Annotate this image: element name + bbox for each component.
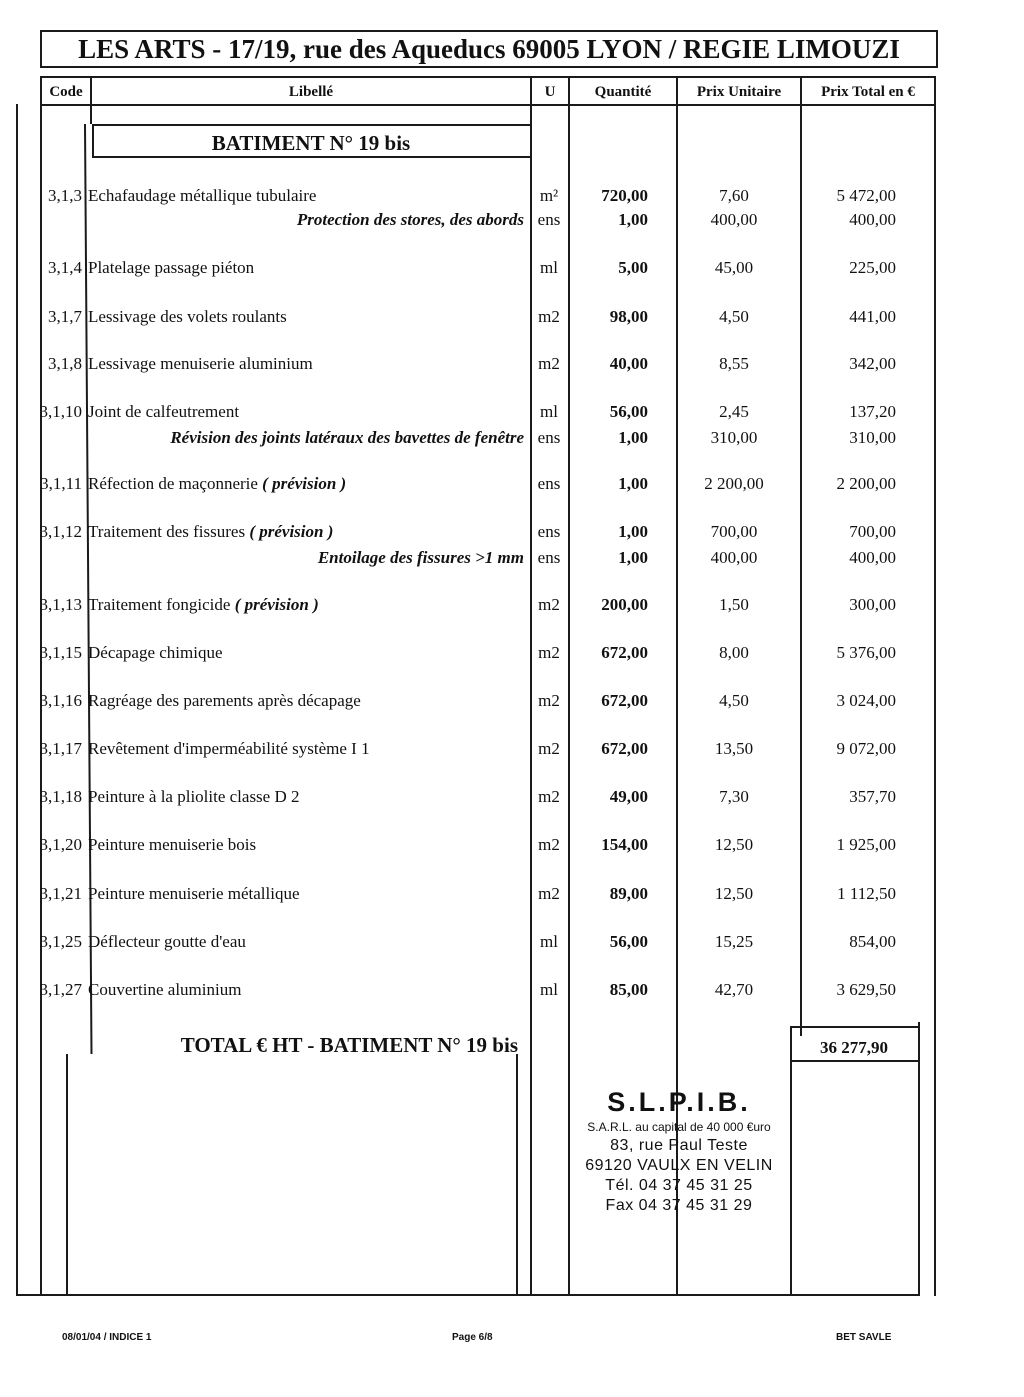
row-label-text: Couvertine aluminium bbox=[88, 980, 242, 999]
row-label-text: Déflecteur goutte d'eau bbox=[88, 932, 246, 951]
row-unit: m2 bbox=[538, 787, 560, 806]
footer-page: Page 6/8 bbox=[452, 1332, 493, 1343]
column-header-unit: U bbox=[544, 84, 556, 100]
row-label-text: Peinture menuiserie métallique bbox=[88, 884, 300, 903]
row-sub-label bbox=[88, 210, 524, 230]
row-quantity: 720,00 bbox=[601, 186, 648, 205]
row-label bbox=[88, 307, 524, 327]
table-bottom-border bbox=[16, 1294, 920, 1296]
company-stamp bbox=[566, 1086, 792, 1216]
row-total-price: 700,00 bbox=[849, 522, 896, 541]
col-sep-code-lower bbox=[66, 1054, 68, 1294]
total-value: 36 277,90 bbox=[820, 1038, 888, 1057]
row-total-price: 3 629,50 bbox=[836, 980, 896, 999]
column-header-total-price: Prix Total en € bbox=[821, 84, 915, 100]
row-unit-price: 7,30 bbox=[719, 787, 749, 806]
row-total-price: 854,00 bbox=[849, 932, 896, 951]
stamp-city: 69120 VAULX EN VELIN bbox=[585, 1157, 773, 1174]
row-unit: m² bbox=[539, 186, 559, 205]
column-header-quantity: Quantité bbox=[594, 84, 652, 100]
col-sep-label-2 bbox=[516, 1054, 518, 1294]
row-label bbox=[88, 258, 524, 278]
row-label-text: Echafaudage métallique tubulaire bbox=[88, 186, 317, 205]
row-quantity: 98,00 bbox=[609, 307, 648, 326]
row-quantity: 89,00 bbox=[609, 884, 648, 903]
row-unit-price: 400,00 bbox=[710, 210, 758, 229]
row-label bbox=[88, 932, 524, 952]
row-total-price: 5 376,00 bbox=[836, 643, 896, 662]
row-total-price: 310,00 bbox=[849, 428, 896, 447]
row-label bbox=[88, 354, 524, 374]
row-unit-price: 2 200,00 bbox=[704, 474, 764, 493]
row-quantity: 672,00 bbox=[601, 739, 648, 758]
row-quantity: 49,00 bbox=[609, 787, 648, 806]
document-title: LES ARTS - 17/19, rue des Aqueducs 69005 LYON / REGIE LIMOUZI bbox=[40, 30, 938, 68]
row-sub-label bbox=[88, 428, 524, 448]
row-unit-price: 45,00 bbox=[714, 258, 754, 277]
row-quantity: 56,00 bbox=[609, 932, 648, 951]
column-header-code: Code bbox=[49, 84, 83, 100]
row-label bbox=[88, 522, 524, 542]
row-label bbox=[88, 980, 524, 1000]
footer-right: BET SAVLE bbox=[836, 1332, 892, 1343]
row-unit: m2 bbox=[538, 643, 560, 662]
row-code: 3,1,17 bbox=[39, 739, 82, 758]
row-label-text: Lessivage menuiserie aluminium bbox=[88, 354, 313, 373]
row-unit: m2 bbox=[538, 354, 560, 373]
row-label-text: Protection des stores, des abords bbox=[296, 210, 524, 229]
row-total-price: 1 112,50 bbox=[837, 884, 896, 903]
row-quantity: 40,00 bbox=[609, 354, 648, 373]
row-quantity: 85,00 bbox=[609, 980, 648, 999]
row-unit-price: 4,50 bbox=[719, 691, 749, 710]
footer-left: 08/01/04 / INDICE 1 bbox=[62, 1332, 152, 1343]
row-label bbox=[88, 643, 524, 663]
page-right-frame bbox=[918, 1022, 920, 1296]
row-note: ( prévision ) bbox=[249, 522, 334, 541]
row-label bbox=[88, 787, 524, 807]
row-unit: ens bbox=[537, 428, 561, 447]
row-unit-price: 4,50 bbox=[719, 307, 749, 326]
row-total-price: 400,00 bbox=[849, 548, 896, 567]
row-label bbox=[88, 402, 524, 422]
row-unit-price: 12,50 bbox=[714, 835, 754, 854]
row-total-price: 137,20 bbox=[849, 402, 896, 421]
row-unit: ml bbox=[540, 932, 558, 951]
building-box-top bbox=[92, 124, 530, 126]
row-total-price: 400,00 bbox=[849, 210, 896, 229]
row-total-price: 5 472,00 bbox=[836, 186, 896, 205]
row-unit-price: 700,00 bbox=[710, 522, 758, 541]
row-total-price: 357,70 bbox=[849, 787, 896, 806]
row-code: 3,1,8 bbox=[48, 354, 82, 373]
stamp-street: 83, rue Paul Teste bbox=[610, 1137, 748, 1154]
row-unit-price: 2,45 bbox=[719, 402, 749, 421]
row-total-price: 225,00 bbox=[849, 258, 896, 277]
stamp-capital: S.A.R.L. au capital de 40 000 €uro bbox=[587, 1120, 771, 1134]
row-unit-price: 13,50 bbox=[714, 739, 754, 758]
row-unit: m2 bbox=[538, 884, 560, 903]
row-code: 3,1,13 bbox=[39, 595, 82, 614]
row-quantity: 672,00 bbox=[601, 643, 648, 662]
row-unit: ens bbox=[537, 548, 561, 567]
row-label bbox=[88, 186, 524, 206]
row-quantity: 200,00 bbox=[601, 595, 648, 614]
row-unit: m2 bbox=[538, 691, 560, 710]
total-box-bottom bbox=[790, 1060, 920, 1062]
row-unit-price: 8,55 bbox=[719, 354, 749, 373]
row-label bbox=[88, 474, 524, 494]
row-unit: ml bbox=[540, 258, 558, 277]
row-label-text: Platelage passage piéton bbox=[88, 258, 255, 277]
row-code: 3,1,20 bbox=[39, 835, 82, 854]
row-label-text: Revêtement d'imperméabilité système I 1 bbox=[88, 739, 370, 758]
row-quantity: 672,00 bbox=[601, 691, 648, 710]
row-quantity: 1,00 bbox=[618, 210, 648, 229]
row-quantity: 1,00 bbox=[618, 474, 648, 493]
row-code: 3,1,11 bbox=[40, 474, 82, 493]
row-unit-price: 12,50 bbox=[714, 884, 754, 903]
row-sub-label bbox=[88, 548, 524, 568]
column-header-label: Libellé bbox=[288, 84, 334, 100]
row-unit: ml bbox=[540, 980, 558, 999]
row-unit: m2 bbox=[538, 835, 560, 854]
row-label bbox=[88, 884, 524, 904]
row-code: 3,1,18 bbox=[39, 787, 82, 806]
row-code: 3,1,15 bbox=[39, 643, 82, 662]
row-code: 3,1,16 bbox=[39, 691, 82, 710]
row-label-text: Entoilage des fissures >1 mm bbox=[317, 548, 524, 567]
row-label-text: Ragréage des parements après décapage bbox=[88, 691, 361, 710]
row-total-price: 2 200,00 bbox=[836, 474, 896, 493]
row-total-price: 3 024,00 bbox=[836, 691, 896, 710]
column-header-unit-price: Prix Unitaire bbox=[696, 84, 782, 100]
total-box-top bbox=[790, 1026, 920, 1028]
row-unit: ens bbox=[537, 474, 561, 493]
row-quantity: 1,00 bbox=[618, 522, 648, 541]
row-unit: m2 bbox=[538, 739, 560, 758]
row-unit: ens bbox=[537, 210, 561, 229]
row-unit-price: 400,00 bbox=[710, 548, 758, 567]
row-code: 3,1,21 bbox=[39, 884, 82, 903]
row-total-price: 342,00 bbox=[849, 354, 896, 373]
row-code: 3,1,25 bbox=[39, 932, 82, 951]
row-quantity: 5,00 bbox=[618, 258, 648, 277]
row-total-price: 9 072,00 bbox=[836, 739, 896, 758]
row-total-price: 1 925,00 bbox=[836, 835, 896, 854]
stamp-company-name: S.L.P.I.B. bbox=[607, 1087, 751, 1117]
total-label: TOTAL € HT - BATIMENT N° 19 bis bbox=[180, 1033, 518, 1057]
page-left-frame bbox=[16, 104, 18, 1296]
row-code: 3,1,10 bbox=[39, 402, 82, 421]
row-label bbox=[88, 739, 524, 759]
row-unit-price: 42,70 bbox=[714, 980, 754, 999]
row-code: 3,1,4 bbox=[48, 258, 82, 277]
row-label-text: Traitement des fissures bbox=[88, 522, 246, 541]
stamp-fax: Fax 04 37 45 31 29 bbox=[605, 1197, 753, 1214]
row-unit: m2 bbox=[538, 595, 560, 614]
row-unit-price: 8,00 bbox=[719, 643, 749, 662]
row-quantity: 154,00 bbox=[601, 835, 648, 854]
row-quantity: 1,00 bbox=[618, 548, 648, 567]
row-label-text: Peinture à la pliolite classe D 2 bbox=[88, 787, 300, 806]
row-label-text: Joint de calfeutrement bbox=[88, 402, 240, 421]
row-unit: m2 bbox=[538, 307, 560, 326]
row-total-price: 441,00 bbox=[849, 307, 896, 326]
table-right-border bbox=[934, 76, 936, 1296]
row-code: 3,1,3 bbox=[48, 186, 82, 205]
row-quantity: 56,00 bbox=[609, 402, 648, 421]
row-total-price: 300,00 bbox=[849, 595, 896, 614]
row-label-text: Réfection de maçonnerie bbox=[88, 474, 258, 493]
row-label-text: Lessivage des volets roulants bbox=[88, 307, 287, 326]
row-unit-price: 7,60 bbox=[719, 186, 749, 205]
row-note: ( prévision ) bbox=[234, 595, 319, 614]
row-label bbox=[88, 835, 524, 855]
row-quantity: 1,00 bbox=[618, 428, 648, 447]
row-unit-price: 1,50 bbox=[719, 595, 749, 614]
row-label bbox=[88, 595, 524, 615]
row-unit: ens bbox=[537, 522, 561, 541]
row-code: 3,1,7 bbox=[48, 307, 82, 326]
building-heading: BATIMENT N° 19 bis bbox=[211, 131, 411, 155]
row-unit: ml bbox=[540, 402, 558, 421]
row-note: ( prévision ) bbox=[262, 474, 347, 493]
row-label bbox=[88, 691, 524, 711]
row-unit-price: 310,00 bbox=[710, 428, 758, 447]
row-label-text: Traitement fongicide bbox=[88, 595, 231, 614]
stamp-tel: Tél. 04 37 45 31 25 bbox=[605, 1177, 753, 1194]
building-box-bottom bbox=[92, 156, 530, 158]
row-label-text: Décapage chimique bbox=[88, 643, 223, 662]
row-label-text: Révision des joints latéraux des bavettes de fenêtre bbox=[170, 428, 524, 447]
row-code: 3,1,27 bbox=[39, 980, 82, 999]
row-unit-price: 15,25 bbox=[714, 932, 754, 951]
row-label-text: Peinture menuiserie bois bbox=[88, 835, 257, 854]
row-code: 3,1,12 bbox=[39, 522, 82, 541]
